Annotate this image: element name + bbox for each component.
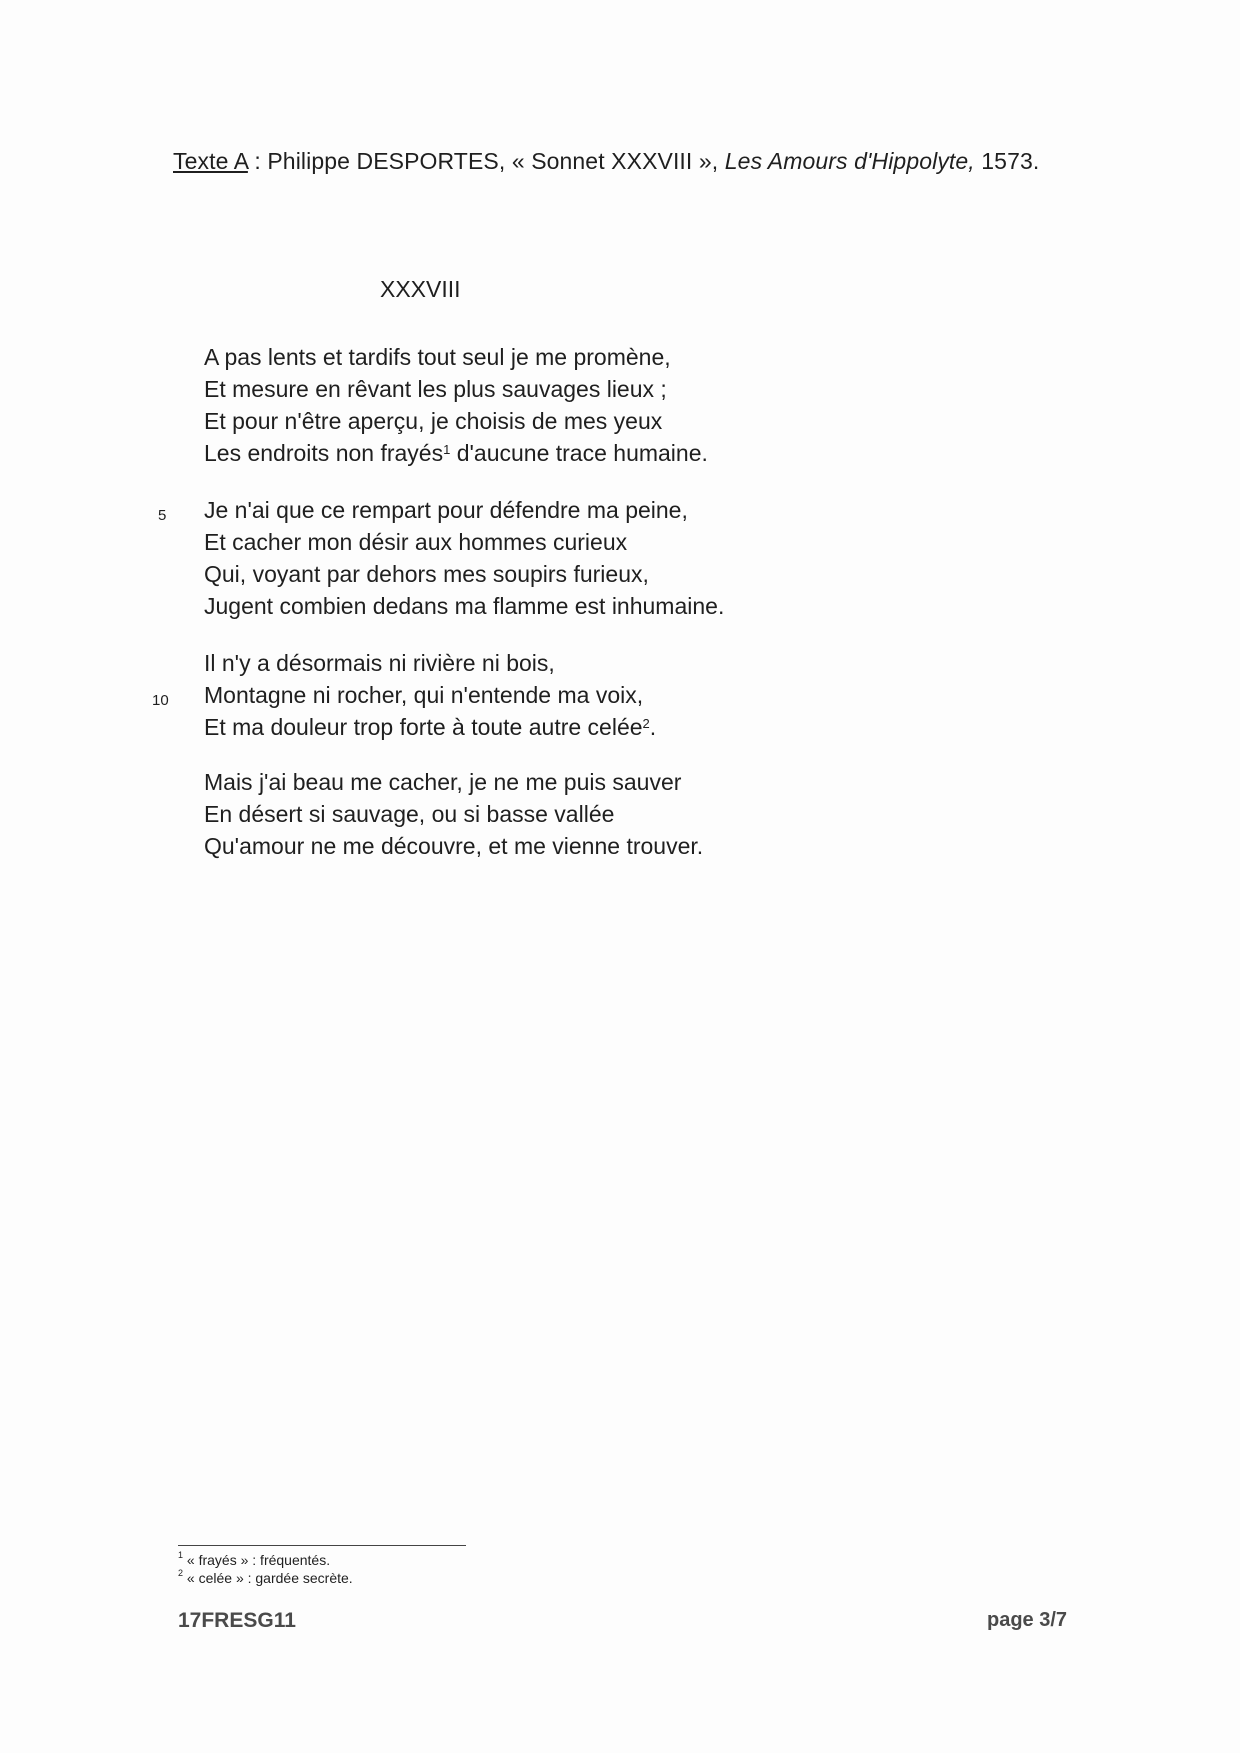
verse-3: Et pour n'être aperçu, je choisis de mes yeux	[204, 408, 663, 434]
verse-4-text: Les endroits non frayés	[204, 440, 444, 466]
footnote-divider	[178, 1545, 466, 1546]
page-number: page 3/7	[987, 1609, 1068, 1631]
verse-13: En désert si sauvage, ou si basse vallée	[204, 801, 615, 827]
author-and-poem: Philippe DESPORTES, « Sonnet XXXVIII »,	[267, 148, 725, 174]
text-label: Texte A	[173, 148, 248, 174]
exam-code: 17FRESG11	[178, 1609, 296, 1632]
footnote-2	[178, 1570, 353, 1586]
footnote-text: « celée » : gardée secrète.	[186, 1570, 353, 1586]
verse-8: Jugent combien dedans ma flamme est inhumaine.	[204, 593, 725, 619]
footnote-number: 1	[178, 1550, 184, 1560]
verse-10: Montagne ni rocher, qui n'entende ma voix,	[204, 682, 644, 708]
line-number-5: 5	[158, 507, 167, 524]
work-title: Les Amours d'Hippolyte,	[724, 148, 975, 174]
header-separator: :	[247, 148, 268, 174]
verse-14: Qu'amour ne me découvre, et me vienne trouver.	[204, 833, 704, 859]
footnote-text: « frayés » : fréquentés.	[186, 1552, 331, 1568]
verse-12: Mais j'ai beau me cacher, je ne me puis sauver	[204, 769, 682, 795]
verse-11-text: Et ma douleur trop forte à toute autre celée	[204, 714, 643, 740]
verse-11	[204, 713, 656, 741]
publication-year: 1573.	[974, 148, 1040, 174]
verse-5: Je n'ai que ce rempart pour défendre ma peine,	[204, 497, 688, 523]
poem-title: XXXVIII	[380, 276, 461, 302]
verse-9: Il n'y a désormais ni rivière ni bois,	[204, 650, 555, 676]
footnote-number: 2	[178, 1568, 184, 1578]
verse-6: Et cacher mon désir aux hommes curieux	[204, 529, 628, 555]
line-number-10: 10	[152, 692, 169, 709]
verse-7: Qui, voyant par dehors mes soupirs furieux,	[204, 561, 649, 587]
text-source-header	[173, 148, 1039, 175]
footnote-1	[178, 1552, 330, 1568]
verse-1: A pas lents et tardifs tout seul je me promène,	[204, 344, 671, 370]
footnote-ref-2: 2	[642, 716, 650, 731]
verse-2: Et mesure en rêvant les plus sauvages lieux ;	[204, 376, 667, 402]
verse-4	[204, 439, 708, 467]
verse-11-end: .	[649, 714, 657, 740]
verse-4-end: d'aucune trace humaine.	[450, 440, 708, 466]
footnote-ref-1: 1	[443, 442, 451, 457]
